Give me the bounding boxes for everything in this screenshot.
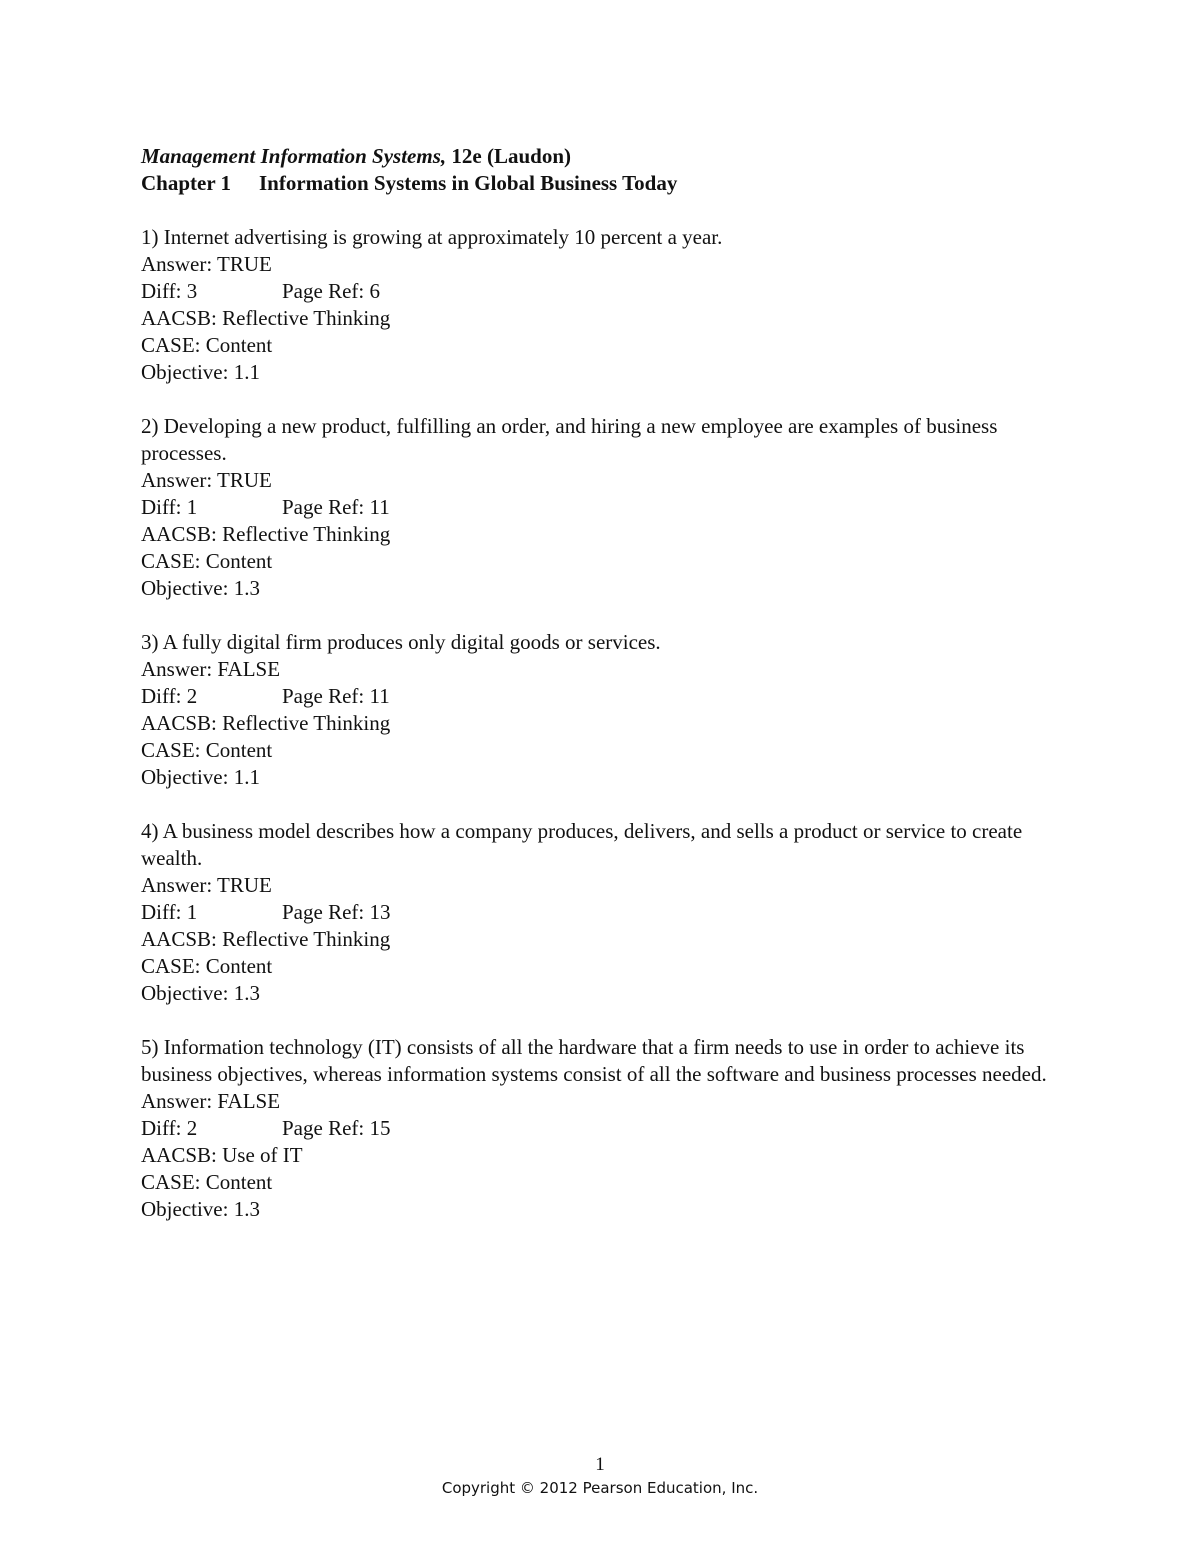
question-5	[141, 1034, 1061, 1223]
answer: Answer: FALSE	[141, 1089, 281, 1113]
case: CASE: Content	[141, 954, 273, 978]
difficulty: Diff: 2	[141, 1116, 198, 1140]
book-title-line	[141, 143, 1061, 170]
chapter-title: Information Systems in Global Business Today	[259, 171, 678, 195]
question-text: 2) Developing a new product, fulfilling an order, and hiring a new employee are examples of business processes.	[141, 414, 998, 465]
answer: Answer: TRUE	[141, 468, 272, 492]
case: CASE: Content	[141, 738, 273, 762]
page-ref: Page Ref: 11	[282, 684, 390, 708]
objective: Objective: 1.1	[141, 765, 260, 789]
answer: Answer: TRUE	[141, 252, 272, 276]
answer: Answer: FALSE	[141, 657, 281, 681]
question-list	[141, 224, 1061, 1223]
page-ref: Page Ref: 11	[282, 495, 390, 519]
case: CASE: Content	[141, 1170, 273, 1194]
page-number: 1	[595, 1454, 605, 1475]
difficulty: Diff: 1	[141, 900, 198, 924]
book-title: Management Information Systems,	[141, 144, 447, 168]
difficulty-row	[141, 278, 1061, 305]
chapter-label: Chapter 1	[141, 171, 232, 195]
difficulty: Diff: 3	[141, 279, 198, 303]
difficulty-row	[141, 899, 1061, 926]
question-4	[141, 818, 1061, 1007]
chapter-heading	[141, 170, 1061, 197]
question-1	[141, 224, 1061, 386]
aacsb: AACSB: Reflective Thinking	[141, 306, 391, 330]
case: CASE: Content	[141, 333, 273, 357]
aacsb: AACSB: Reflective Thinking	[141, 927, 391, 951]
objective: Objective: 1.1	[141, 360, 260, 384]
case: CASE: Content	[141, 549, 273, 573]
aacsb: AACSB: Reflective Thinking	[141, 711, 391, 735]
question-text: 4) A business model describes how a company produces, delivers, and sells a product or service to create wealth.	[141, 819, 1023, 870]
book-edition: 12e (Laudon)	[446, 144, 571, 168]
question-2	[141, 413, 1061, 602]
difficulty: Diff: 1	[141, 495, 198, 519]
page-content	[141, 143, 1061, 1250]
aacsb: AACSB: Use of IT	[141, 1143, 303, 1167]
difficulty-row	[141, 683, 1061, 710]
answer: Answer: TRUE	[141, 873, 272, 897]
objective: Objective: 1.3	[141, 576, 260, 600]
difficulty-row	[141, 494, 1061, 521]
page-ref: Page Ref: 13	[282, 900, 391, 924]
question-text: 5) Information technology (IT) consists of all the hardware that a firm needs to use in order to achieve its business objectives, whereas information systems consist of all the software and business processes needed.	[141, 1035, 1047, 1086]
copyright-notice: Copyright © 2012 Pearson Education, Inc.	[441, 1479, 759, 1497]
objective: Objective: 1.3	[141, 1197, 260, 1221]
question-text: 1) Internet advertising is growing at approximately 10 percent a year.	[141, 225, 723, 249]
question-3	[141, 629, 1061, 791]
difficulty: Diff: 2	[141, 684, 198, 708]
aacsb: AACSB: Reflective Thinking	[141, 522, 391, 546]
objective: Objective: 1.3	[141, 981, 260, 1005]
difficulty-row	[141, 1115, 1061, 1142]
page-ref: Page Ref: 15	[282, 1116, 391, 1140]
question-text: 3) A fully digital firm produces only digital goods or services.	[141, 630, 661, 654]
page-ref: Page Ref: 6	[282, 279, 380, 303]
